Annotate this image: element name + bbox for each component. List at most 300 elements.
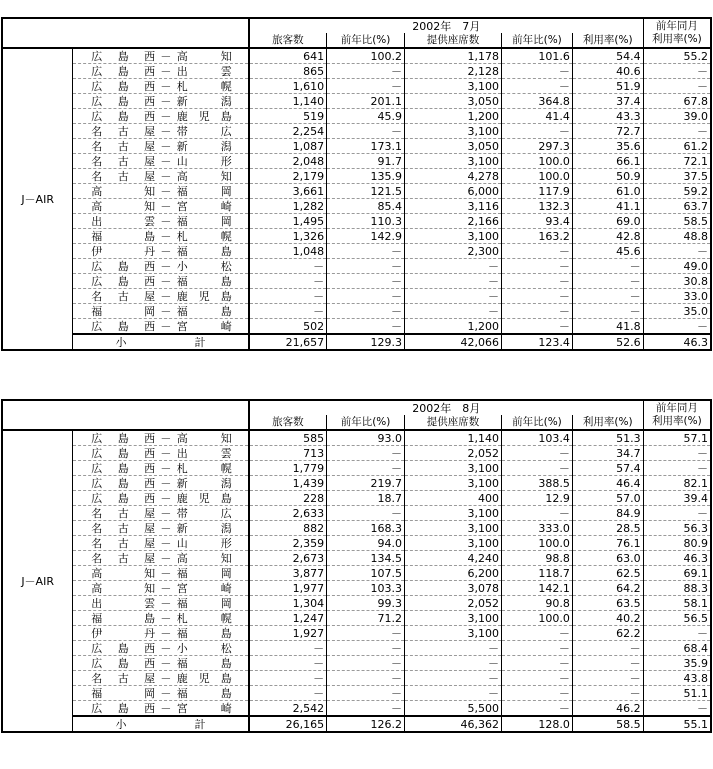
last-year-lf-value: 46.3: [643, 551, 711, 566]
route-cell: [73, 289, 249, 304]
seats-value: －: [404, 641, 501, 656]
seats-value: 1,140: [404, 430, 501, 446]
table-row: [2, 304, 711, 319]
route-cell: [73, 244, 249, 259]
seats-value: 3,100: [404, 461, 501, 476]
route-origin: 名古屋: [91, 551, 156, 565]
table-row: [2, 154, 711, 169]
route-dash: －: [160, 124, 172, 138]
seats-yoy-value: 333.0: [502, 521, 573, 536]
last-year-lf-value: 37.5: [643, 169, 711, 184]
passengers-yoy-value: －: [327, 259, 405, 274]
passengers-value: 2,254: [249, 124, 327, 139]
passengers-value: 1,779: [249, 461, 327, 476]
route-destination: 帯 広: [176, 124, 232, 138]
seats-value: 1,200: [404, 109, 501, 124]
table-row: [2, 199, 711, 214]
route-cell: [73, 491, 249, 506]
last-year-lf-value: －: [643, 64, 711, 79]
passengers-yoy-value: 94.0: [327, 536, 405, 551]
seats-value: －: [404, 274, 501, 289]
route-destination: 高 知: [176, 169, 232, 183]
last-year-lf-value: 30.8: [643, 274, 711, 289]
route-cell: [73, 536, 249, 551]
route-destination: 新 潟: [176, 521, 232, 535]
route-origin: 広島西: [91, 461, 156, 475]
passengers-yoy-value: －: [327, 274, 405, 289]
seats-yoy-value: －: [502, 304, 573, 319]
last-year-lf-value: 35.0: [643, 304, 711, 319]
last-year-lf-value: 56.3: [643, 521, 711, 536]
seats-value: 5,500: [404, 701, 501, 717]
route-destination: 新 潟: [176, 94, 232, 108]
load-factor-value: 54.4: [572, 48, 643, 64]
passengers-yoy-value: 135.9: [327, 169, 405, 184]
route-origin: 名古屋: [91, 506, 156, 520]
route-origin: 出 雲: [91, 214, 156, 228]
load-factor-value: －: [572, 641, 643, 656]
passengers-value: 882: [249, 521, 327, 536]
route-cell: [73, 154, 249, 169]
seats-yoy-value: －: [502, 64, 573, 79]
route-origin: 広島西: [91, 656, 156, 670]
last-year-lf-value: 72.1: [643, 154, 711, 169]
col-header-load-factor: 利用率(%): [572, 33, 643, 48]
passengers-value: 2,048: [249, 154, 327, 169]
passengers-value: 1,495: [249, 214, 327, 229]
passengers-yoy-value: 45.9: [327, 109, 405, 124]
col-header-load-factor: 利用率(%): [572, 415, 643, 430]
load-factor-value: 51.9: [572, 79, 643, 94]
route-cell: [73, 521, 249, 536]
subtotal-passengers: 21,657: [249, 334, 327, 350]
passengers-yoy-value: 107.5: [327, 566, 405, 581]
subtotal-label-cell: [73, 334, 249, 350]
seats-yoy-value: 100.0: [502, 169, 573, 184]
seats-yoy-value: －: [502, 319, 573, 335]
passengers-value: －: [249, 656, 327, 671]
passengers-value: －: [249, 671, 327, 686]
route-destination: 福 島: [176, 244, 232, 258]
seats-value: 3,100: [404, 229, 501, 244]
last-year-lf-value: －: [643, 626, 711, 641]
load-factor-value: 63.5: [572, 596, 643, 611]
passengers-value: 2,359: [249, 536, 327, 551]
seats-yoy-value: 117.9: [502, 184, 573, 199]
passengers-value: －: [249, 641, 327, 656]
passengers-yoy-value: －: [327, 79, 405, 94]
route-cell: [73, 686, 249, 701]
seats-yoy-value: 103.4: [502, 430, 573, 446]
route-dash: －: [160, 214, 172, 228]
seats-value: 3,100: [404, 79, 501, 94]
passengers-value: 2,542: [249, 701, 327, 717]
seats-yoy-value: 132.3: [502, 199, 573, 214]
seats-value: 3,100: [404, 611, 501, 626]
load-factor-value: 46.2: [572, 701, 643, 717]
route-dash: －: [160, 259, 172, 273]
load-factor-value: 46.4: [572, 476, 643, 491]
route-cell: [73, 304, 249, 319]
subtotal-row: [2, 334, 711, 350]
subtotal-row: [2, 716, 711, 732]
route-dash: －: [160, 641, 172, 655]
route-destination: 宮 崎: [176, 199, 232, 213]
route-cell: [73, 671, 249, 686]
seats-yoy-value: －: [502, 446, 573, 461]
route-destination: 宮 崎: [176, 581, 232, 595]
route-origin: 福 島: [91, 229, 156, 243]
route-cell: [73, 656, 249, 671]
route-origin: 広島西: [91, 431, 156, 445]
col-header-yoy: 前年比(%): [327, 415, 405, 430]
load-factor-value: 51.3: [572, 430, 643, 446]
seats-yoy-value: 12.9: [502, 491, 573, 506]
route-destination: 小 松: [176, 641, 232, 655]
subtotal-label-cell: [73, 716, 249, 732]
last-year-lf-value: 35.9: [643, 656, 711, 671]
route-cell: [73, 611, 249, 626]
last-year-lf-header: [643, 400, 711, 430]
last-year-lf-value: 58.5: [643, 214, 711, 229]
col-header-yoy: 前年比(%): [327, 33, 405, 48]
seats-yoy-value: 90.8: [502, 596, 573, 611]
seats-value: 3,100: [404, 521, 501, 536]
subtotal-passengers: 26,165: [249, 716, 327, 732]
subtotal-seats: 42,066: [404, 334, 501, 350]
passengers-value: 1,439: [249, 476, 327, 491]
load-factor-value: 41.1: [572, 199, 643, 214]
passengers-value: －: [249, 289, 327, 304]
table-row: [2, 701, 711, 717]
last-year-lf-header-line2: 利用率(%): [652, 415, 702, 427]
route-destination: 福 島: [176, 626, 232, 640]
route-cell: [73, 94, 249, 109]
last-year-lf-value: 43.8: [643, 671, 711, 686]
load-factor-value: 45.6: [572, 244, 643, 259]
passengers-yoy-value: －: [327, 289, 405, 304]
last-year-lf-value: 61.2: [643, 139, 711, 154]
route-dash: －: [160, 244, 172, 258]
route-cell: [73, 566, 249, 581]
load-factor-value: 34.7: [572, 446, 643, 461]
route-destination: 宮 崎: [176, 701, 232, 715]
route-dash: －: [160, 461, 172, 475]
route-dash: －: [160, 79, 172, 93]
passengers-value: 2,633: [249, 506, 327, 521]
seats-yoy-value: －: [502, 686, 573, 701]
route-destination: 宮 崎: [176, 319, 232, 333]
passengers-value: 1,610: [249, 79, 327, 94]
route-cell: [73, 319, 249, 335]
subtotal-passengers-yoy: 129.3: [327, 334, 405, 350]
seats-value: 6,200: [404, 566, 501, 581]
table-row: [2, 259, 711, 274]
route-destination: 山 形: [176, 536, 232, 550]
passengers-value: 1,304: [249, 596, 327, 611]
route-cell: [73, 461, 249, 476]
route-dash: －: [160, 154, 172, 168]
route-origin: 名古屋: [91, 671, 156, 685]
seats-yoy-value: －: [502, 641, 573, 656]
seats-value: 3,078: [404, 581, 501, 596]
table-row: [2, 319, 711, 335]
route-destination: 福 岡: [176, 566, 232, 580]
seats-yoy-value: －: [502, 656, 573, 671]
seats-yoy-value: 364.8: [502, 94, 573, 109]
last-year-lf-header-line1: 前年同月: [655, 20, 698, 32]
route-cell: [73, 701, 249, 717]
passengers-yoy-value: －: [327, 461, 405, 476]
passengers-value: 1,326: [249, 229, 327, 244]
passengers-yoy-value: 110.3: [327, 214, 405, 229]
route-cell: [73, 626, 249, 641]
passengers-yoy-value: 142.9: [327, 229, 405, 244]
route-origin: 高 知: [91, 199, 156, 213]
passengers-yoy-value: －: [327, 656, 405, 671]
passengers-yoy-value: 173.1: [327, 139, 405, 154]
route-destination: 高 知: [176, 49, 232, 63]
passengers-value: 1,282: [249, 199, 327, 214]
table-row: [2, 274, 711, 289]
passengers-value: 713: [249, 446, 327, 461]
load-factor-value: 62.5: [572, 566, 643, 581]
col-header-passengers: 旅客数: [249, 33, 327, 48]
passengers-yoy-value: －: [327, 244, 405, 259]
passengers-value: 519: [249, 109, 327, 124]
seats-value: 2,300: [404, 244, 501, 259]
route-dash: －: [160, 566, 172, 580]
passengers-value: －: [249, 274, 327, 289]
passengers-yoy-value: 71.2: [327, 611, 405, 626]
passengers-value: 1,247: [249, 611, 327, 626]
load-factor-value: 66.1: [572, 154, 643, 169]
table-row: [2, 641, 711, 656]
passengers-yoy-value: －: [327, 124, 405, 139]
seats-value: －: [404, 259, 501, 274]
table-row: [2, 64, 711, 79]
route-origin: 伊 丹: [91, 626, 156, 640]
route-dash: －: [160, 64, 172, 78]
header-corner: [2, 400, 249, 430]
passengers-yoy-value: 219.7: [327, 476, 405, 491]
last-year-lf-header: [643, 18, 711, 48]
route-cell: [73, 551, 249, 566]
seats-value: 3,100: [404, 476, 501, 491]
seats-value: －: [404, 304, 501, 319]
table-row: [2, 109, 711, 124]
route-cell: [73, 641, 249, 656]
seats-value: 3,100: [404, 626, 501, 641]
passengers-yoy-value: 121.5: [327, 184, 405, 199]
route-cell: [73, 596, 249, 611]
table-row: [2, 596, 711, 611]
route-dash: －: [160, 139, 172, 153]
col-header-seats-yoy: 前年比(%): [502, 33, 573, 48]
subtotal-last-year-lf: 55.1: [643, 716, 711, 732]
seats-value: 6,000: [404, 184, 501, 199]
route-origin: 高 知: [91, 184, 156, 198]
route-dash: －: [160, 536, 172, 550]
seats-value: 1,178: [404, 48, 501, 64]
table-row: [2, 686, 711, 701]
table-row: [2, 446, 711, 461]
route-cell: [73, 476, 249, 491]
route-dash: －: [160, 656, 172, 670]
route-destination: 帯 広: [176, 506, 232, 520]
route-cell: [73, 214, 249, 229]
route-origin: 福 岡: [91, 304, 156, 318]
route-origin: 名古屋: [91, 154, 156, 168]
route-origin: 名古屋: [91, 536, 156, 550]
seats-yoy-value: －: [502, 506, 573, 521]
passengers-value: 1,140: [249, 94, 327, 109]
table-row: [2, 124, 711, 139]
load-factor-value: －: [572, 686, 643, 701]
table-row: [2, 94, 711, 109]
route-origin: 広島西: [91, 274, 156, 288]
passengers-yoy-value: －: [327, 506, 405, 521]
last-year-lf-value: 58.1: [643, 596, 711, 611]
last-year-lf-value: 39.4: [643, 491, 711, 506]
last-year-lf-value: 55.2: [643, 48, 711, 64]
table-row: [2, 48, 711, 64]
seats-yoy-value: －: [502, 244, 573, 259]
last-year-lf-value: －: [643, 319, 711, 335]
route-cell: [73, 581, 249, 596]
passengers-yoy-value: 100.2: [327, 48, 405, 64]
table-row: [2, 611, 711, 626]
load-factor-value: 57.4: [572, 461, 643, 476]
col-header-seats-yoy: 前年比(%): [502, 415, 573, 430]
load-factor-value: 40.2: [572, 611, 643, 626]
seats-yoy-value: －: [502, 289, 573, 304]
table-row: [2, 656, 711, 671]
table-row: [2, 671, 711, 686]
passengers-yoy-value: 91.7: [327, 154, 405, 169]
stats-table-1: [1, 17, 712, 351]
route-cell: [73, 48, 249, 64]
passengers-yoy-value: 201.1: [327, 94, 405, 109]
table-row: [2, 491, 711, 506]
route-dash: －: [160, 491, 172, 505]
route-destination: 鹿児島: [176, 671, 232, 685]
seats-yoy-value: －: [502, 461, 573, 476]
seats-yoy-value: 118.7: [502, 566, 573, 581]
table-row: [2, 214, 711, 229]
passengers-value: －: [249, 304, 327, 319]
route-origin: 高 知: [91, 581, 156, 595]
seats-yoy-value: －: [502, 671, 573, 686]
seats-yoy-value: 297.3: [502, 139, 573, 154]
subtotal-seats-yoy: 128.0: [502, 716, 573, 732]
seats-value: 4,240: [404, 551, 501, 566]
route-origin: 広島西: [91, 319, 156, 333]
seats-value: 3,116: [404, 199, 501, 214]
passengers-value: 3,877: [249, 566, 327, 581]
route-cell: [73, 274, 249, 289]
route-destination: 札 幌: [176, 79, 232, 93]
passengers-yoy-value: －: [327, 446, 405, 461]
route-dash: －: [160, 431, 172, 445]
seats-value: －: [404, 289, 501, 304]
seats-yoy-value: 142.1: [502, 581, 573, 596]
seats-value: 2,166: [404, 214, 501, 229]
route-destination: 高 知: [176, 431, 232, 445]
seats-yoy-value: －: [502, 626, 573, 641]
seats-value: －: [404, 671, 501, 686]
last-year-lf-value: 56.5: [643, 611, 711, 626]
route-dash: －: [160, 289, 172, 303]
seats-yoy-value: 163.2: [502, 229, 573, 244]
seats-yoy-value: －: [502, 259, 573, 274]
route-origin: 広島西: [91, 79, 156, 93]
seats-value: 2,052: [404, 596, 501, 611]
route-destination: 福 島: [176, 274, 232, 288]
load-factor-value: 57.0: [572, 491, 643, 506]
route-dash: －: [160, 686, 172, 700]
seats-value: 3,050: [404, 139, 501, 154]
route-dash: －: [160, 506, 172, 520]
route-origin: 名古屋: [91, 124, 156, 138]
last-year-lf-value: 57.1: [643, 430, 711, 446]
route-destination: 鹿児島: [176, 289, 232, 303]
load-factor-value: 50.9: [572, 169, 643, 184]
route-destination: 鹿児島: [176, 491, 232, 505]
seats-yoy-value: 388.5: [502, 476, 573, 491]
route-dash: －: [160, 521, 172, 535]
seats-yoy-value: 98.8: [502, 551, 573, 566]
route-destination: 出 雲: [176, 446, 232, 460]
last-year-lf-value: 68.4: [643, 641, 711, 656]
last-year-lf-header-line2: 利用率(%): [652, 33, 702, 45]
route-dash: －: [160, 319, 172, 333]
route-dash: －: [160, 581, 172, 595]
subtotal-last-year-lf: 46.3: [643, 334, 711, 350]
route-cell: [73, 79, 249, 94]
last-year-lf-value: －: [643, 701, 711, 717]
passengers-value: 1,087: [249, 139, 327, 154]
seats-value: 3,100: [404, 536, 501, 551]
passengers-yoy-value: －: [327, 701, 405, 717]
table-row: [2, 169, 711, 184]
last-year-lf-value: 51.1: [643, 686, 711, 701]
seats-value: 3,100: [404, 506, 501, 521]
seats-value: 3,100: [404, 154, 501, 169]
last-year-lf-value: 49.0: [643, 259, 711, 274]
passengers-yoy-value: －: [327, 671, 405, 686]
seats-yoy-value: 100.0: [502, 536, 573, 551]
passengers-yoy-value: 168.3: [327, 521, 405, 536]
route-cell: [73, 229, 249, 244]
route-origin: 広島西: [91, 259, 156, 273]
route-origin: 広島西: [91, 446, 156, 460]
col-header-seats: 提供座席数: [404, 415, 501, 430]
route-dash: －: [160, 304, 172, 318]
passengers-yoy-value: 134.5: [327, 551, 405, 566]
seats-yoy-value: －: [502, 701, 573, 717]
load-factor-value: 61.0: [572, 184, 643, 199]
load-factor-value: 84.9: [572, 506, 643, 521]
route-dash: －: [160, 611, 172, 625]
table-row: [2, 506, 711, 521]
last-year-lf-header-line1: 前年同月: [655, 402, 698, 414]
load-factor-value: 42.8: [572, 229, 643, 244]
table-row: [2, 184, 711, 199]
last-year-lf-value: 59.2: [643, 184, 711, 199]
route-dash: －: [160, 626, 172, 640]
col-header-passengers: 旅客数: [249, 415, 327, 430]
